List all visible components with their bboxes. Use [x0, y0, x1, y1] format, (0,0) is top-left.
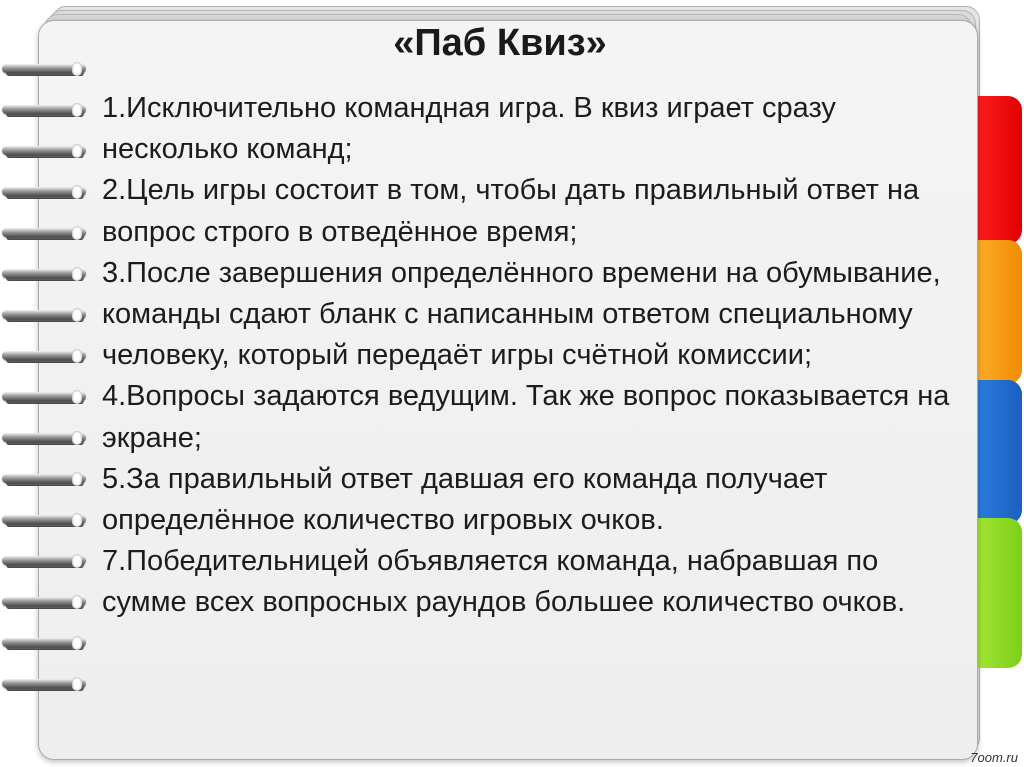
tab-green — [972, 518, 1022, 668]
spiral-ring — [2, 591, 88, 613]
slide-content — [102, 88, 962, 624]
spiral-ring — [2, 222, 88, 244]
spiral-ring — [2, 140, 88, 162]
list-item: 2.Цель игры состоит в том, чтобы дать правильный ответ на вопрос строго в отведённое время; — [102, 174, 920, 248]
spiral-ring — [2, 304, 88, 326]
spiral-ring — [2, 673, 88, 695]
spiral-ring — [2, 345, 88, 367]
watermark: 7oom.ru — [970, 750, 1018, 765]
slide-title: «Паб Квиз» — [393, 22, 607, 64]
spiral-ring — [2, 550, 88, 572]
list-item: 7.Победительницей объявляется команда, набравшая по сумме всех вопросных раундов большее количество очков. — [102, 545, 906, 619]
spiral-ring — [2, 632, 88, 654]
tab-orange — [972, 240, 1022, 384]
spiral-ring — [2, 99, 88, 121]
spiral-ring — [2, 468, 88, 490]
list-item: 3.После завершения определённого времени на обумывание, команды сдают бланк с написанным ответом специальному человеку, который передаёт игры счётной комиссии; — [102, 256, 941, 372]
tab-red — [972, 96, 1022, 244]
spiral-ring — [2, 181, 88, 203]
list-item: 1.Исключительно командная игра. В квиз играет сразу несколько команд; — [102, 92, 836, 166]
spiral-ring — [2, 509, 88, 531]
spiral-ring — [2, 263, 88, 285]
spiral-ring — [2, 386, 88, 408]
list-item: 5.За правильный ответ давшая его команда получает определённое количество игровых очков. — [102, 462, 828, 537]
spiral-binding — [0, 58, 92, 718]
spiral-ring — [2, 427, 88, 449]
tab-blue — [972, 380, 1022, 524]
list-item: 4.Вопросы задаются ведущим. Так же вопрос показывается на экране; — [102, 380, 950, 454]
